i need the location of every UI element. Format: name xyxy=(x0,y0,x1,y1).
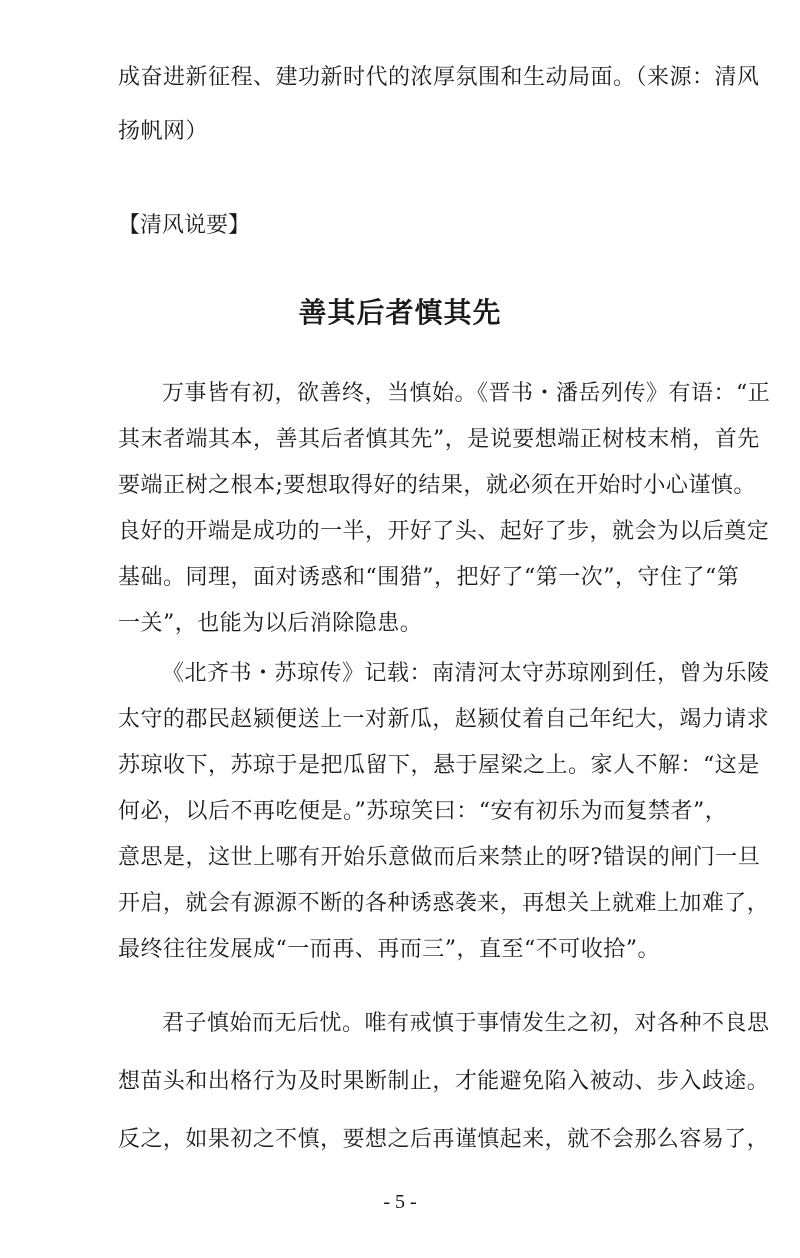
paragraph-line: 想苗头和出格行为及时果断制止，才能避免陷入被动、步入歧途。 xyxy=(118,1069,770,1094)
intro-line: 成奋进新征程、建功新时代的浓厚氛围和生动局面。（来源：清风 xyxy=(118,65,760,90)
paragraph-line: 要端正树之根本;要想取得好的结果，就必须在开始时小心谨慎。 xyxy=(118,473,756,498)
page-number: - 5 - xyxy=(383,1191,417,1213)
paragraph-line: 苏琼收下，苏琼于是把瓜留下，悬于屋梁之上。家人不解：“这是 xyxy=(118,753,760,778)
paragraph-line: 最终往往发展成“一而再、再而三”，直至“不可收拾”。 xyxy=(118,937,660,962)
paragraph-line: 意思是，这世上哪有开始乐意做而后来禁止的呀?错误的闸门一旦 xyxy=(118,845,761,870)
paragraph-line: 太守的郡民赵颍便送上一对新瓜，赵颍仗着自己年纪大，竭力请求 xyxy=(118,707,770,732)
paragraph-line: 其末者端其本，善其后者慎其先”，是说要想端正树枝末梢，首先 xyxy=(118,427,760,452)
paragraph-line: 何必，以后不再吃便是。”苏琼笑曰：“安有初乐为而复禁者”， xyxy=(118,799,728,824)
paragraph-line: 基础。同理，面对诱惑和“围猎”，把好了“第一次”，守住了“第 xyxy=(118,565,740,590)
section-tag: 【清风说要】 xyxy=(118,213,251,238)
paragraph-line: 《北齐书・苏琼传》记载：南清河太守苏琼刚到任，曾为乐陵 xyxy=(162,661,770,686)
paragraph-line: 万事皆有初，欲善终，当慎始。《晋书・潘岳列传》有语：“正 xyxy=(162,381,771,406)
paragraph-line: 良好的开端是成功的一半，开好了头、起好了步，就会为以后奠定 xyxy=(118,519,770,544)
paragraph-line: 君子慎始而无后忧。唯有戒慎于事情发生之初，对各种不良思 xyxy=(162,1011,770,1036)
article-title: 善其后者慎其先 xyxy=(298,296,502,329)
paragraph-line: 反之，如果初之不慎，要想之后再谨慎起来，就不会那么容易了， xyxy=(118,1127,770,1152)
paragraph-line: 一关”，也能为以后消除隐患。 xyxy=(118,611,423,636)
paragraph-line: 开启，就会有源源不断的各种诱惑袭来，再想关上就难上加难了， xyxy=(118,891,770,916)
intro-line: 扬帆网） xyxy=(118,119,209,144)
